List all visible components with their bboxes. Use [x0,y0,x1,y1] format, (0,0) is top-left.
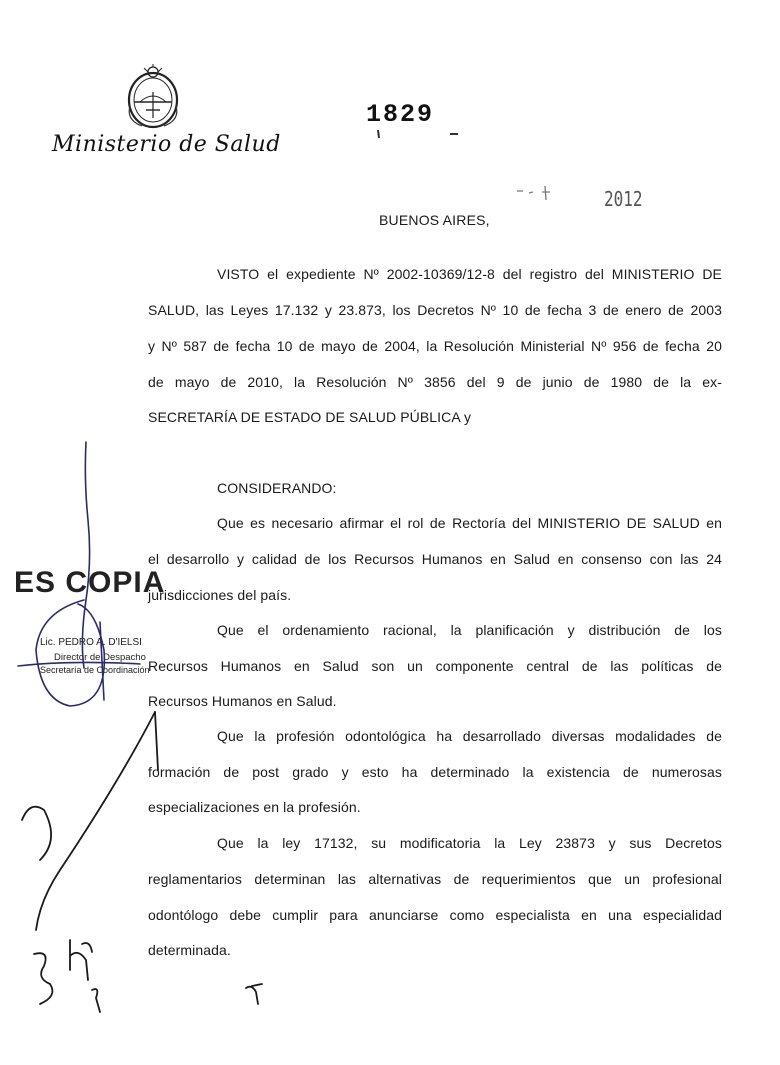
paragraph-4-line-3: odontólogo debe cumplir para anunciarse como especialista en una especialidad [148,907,722,923]
paragraph-3-line-2: formación de post grado y esto ha determinado la existencia de numerosas [148,764,722,780]
copy-stamp: ES COPIA [14,566,166,599]
paragraph-4-line-2: reglamentarios determinan las alternativas de requerimientos que un profesional [148,871,722,887]
paragraph-3-line-1: Que la profesión odontológica ha desarrollado diversas modalidades de [217,728,722,744]
paragraph-3-line-3: especializaciones en la profesión. [148,799,361,815]
document-year: 2012 [604,187,643,211]
visto-line-5: SECRETARÍA DE ESTADO DE SALUD PÚBLICA y [148,409,472,425]
stamp-signatory-name: Lic. PEDRO A. D'IELSI [40,637,142,648]
paragraph-2-line-2: Recursos Humanos en Salud son un componente central de las políticas de [148,658,722,674]
considerando-heading: CONSIDERANDO: [217,480,337,496]
stamp-signatory-role: Director de Despacho [54,652,146,663]
resolution-number: 1829 [366,100,435,129]
ministry-name: Ministerio de Salud [52,132,281,157]
paragraph-2-line-1: Que el ordenamiento racional, la planificación y distribución de los [217,622,722,638]
visto-line-4: de mayo de 2010, la Resolución Nº 3856 del 9 de junio de 1980 de la ex- [148,374,722,390]
paragraph-1-line-2: el desarrollo y calidad de los Recursos Humanos en Salud en consenso con las 24 [148,551,722,567]
number-underline-marks [374,126,464,140]
visto-line-1: VISTO el expediente Nº 2002-10369/12-8 del registro del MINISTERIO DE [217,266,722,282]
paragraph-1-line-1: Que es necesario afirmar el rol de Rectoría del MINISTERIO DE SALUD en [217,515,722,531]
stamp-signatory-org: Secretaría de Coordinación [40,665,150,675]
paragraph-4-line-4: determinada. [148,942,231,958]
visto-line-2: SALUD, las Leyes 17.132 y 23.873, los Decretos Nº 10 de fecha 3 de enero de 2003 [148,302,722,318]
city-date-line: BUENOS AIRES, [379,212,490,228]
paragraph-2-line-3: Recursos Humanos en Salud. [148,693,337,709]
paragraph-1-line-3: jurisdicciones del país. [148,587,292,603]
paragraph-4-line-1: Que la ley 17132, su modificatoria la Ley 23873 y sus Decretos [217,835,722,851]
date-mark [515,183,565,203]
coat-of-arms-seal [122,64,184,130]
visto-line-3: y Nº 587 de fecha 10 de mayo de 2004, la Resolución Ministerial Nº 956 de fecha 20 [148,338,722,354]
